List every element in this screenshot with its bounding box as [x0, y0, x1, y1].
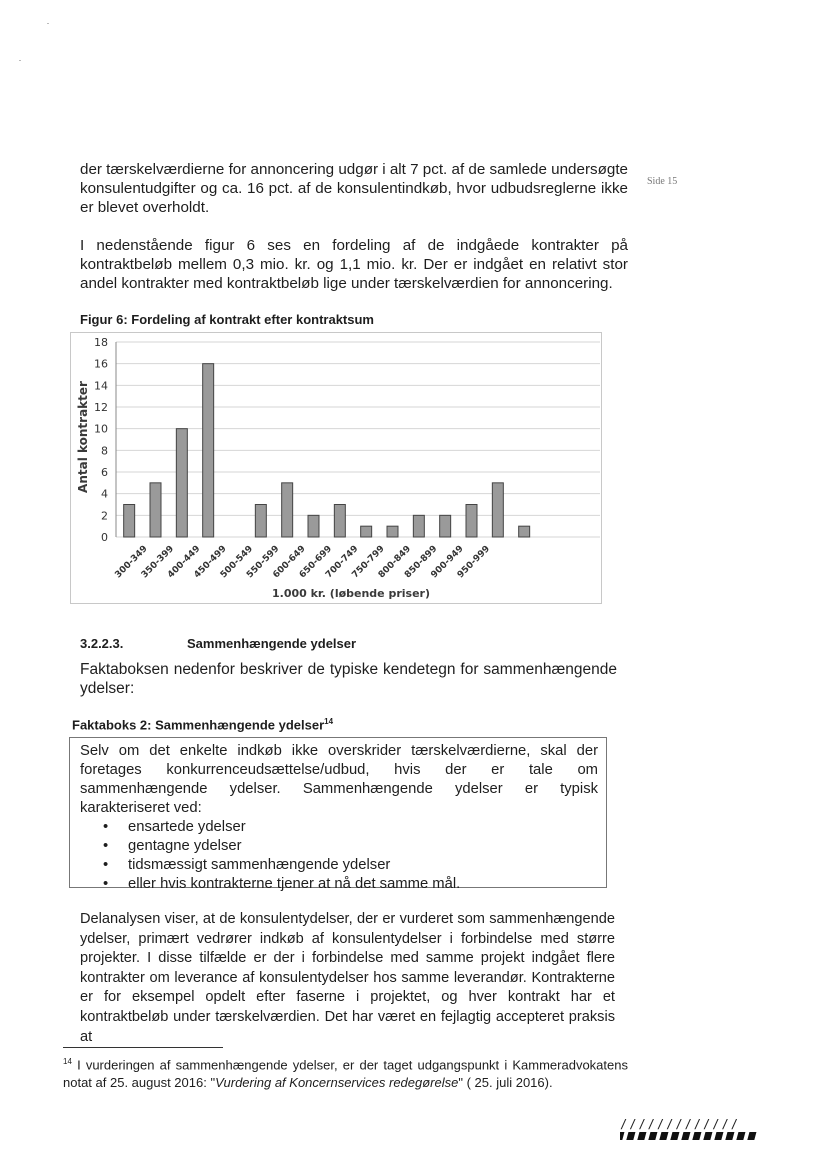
stamp-block [648, 1132, 657, 1140]
x-tick-label: 800-849 [376, 544, 414, 581]
contract-distribution-chart [70, 332, 602, 604]
y-tick-label: 2 [101, 509, 108, 523]
stamp-block [620, 1132, 624, 1140]
stamp-block [725, 1132, 734, 1140]
stamp-slashes: ///////////// [620, 1117, 740, 1131]
footnote-cited-title: Vurdering af Koncernservices redegørelse [215, 1074, 459, 1090]
list-item-text: tidsmæssigt sammenhængende ydelser [128, 857, 391, 873]
faktaboks-caption [72, 717, 333, 732]
stamp-block [637, 1132, 646, 1140]
footnote-number: 14 [63, 1057, 72, 1066]
footnote-text-after: " ( 25. juli 2016). [458, 1074, 553, 1090]
stamp-block [659, 1132, 668, 1140]
document-stamp-mark [620, 1115, 770, 1145]
y-tick-label: 10 [94, 422, 108, 436]
bar [361, 526, 372, 537]
scan-speck [19, 60, 21, 61]
bullet: • [103, 838, 109, 854]
x-tick-label: 550-599 [245, 544, 282, 581]
x-tick-label: 300-349 [113, 544, 150, 581]
bar [150, 483, 161, 537]
stamp-block [703, 1132, 712, 1140]
bar [387, 526, 398, 537]
y-axis-label: Antal kontrakter [76, 381, 90, 493]
stamp-block [626, 1132, 635, 1140]
list-item [80, 875, 598, 894]
bar [308, 515, 319, 537]
page-label: Side 15 [647, 176, 678, 187]
list-item [80, 837, 598, 856]
bar [255, 505, 266, 538]
footnote [63, 1053, 628, 1091]
bullet: • [103, 876, 109, 892]
y-tick-label: 14 [94, 379, 108, 393]
footnote-divider [63, 1047, 223, 1048]
list-item-text: ensartede ydelser [128, 819, 246, 835]
faktaboks-caption-text: Faktaboks 2: Sammenhængende ydelser [72, 717, 325, 733]
bullet: • [103, 819, 109, 835]
bar [519, 526, 530, 537]
bar [466, 505, 477, 538]
list-item-text: eller hvis kontrakterne tjener at nå det samme mål. [128, 876, 461, 892]
footnote-reference: 14 [324, 717, 334, 726]
bar [124, 505, 135, 538]
stamp-block [670, 1132, 679, 1140]
x-tick-label: 400-449 [166, 544, 203, 581]
x-tick-label: 650-699 [297, 544, 335, 581]
x-axis-label: 1.000 kr. (løbende priser) [271, 587, 431, 600]
stamp-block [736, 1132, 745, 1140]
footnote-text-before: I vurderingen af sammenhængende ydelser, er der taget udgangspunkt i Kammeradvokatens notat af 25. august 2016: " [63, 1057, 628, 1090]
section-number: 3.2.2.3. [80, 636, 124, 651]
x-tick-label: 900-949 [429, 544, 466, 581]
list-item [80, 856, 598, 875]
x-tick-label: 750-799 [350, 544, 387, 581]
x-tick-label: 500-549 [218, 544, 256, 581]
y-tick-label: 0 [101, 531, 108, 544]
bar [203, 364, 214, 537]
stamp-block [681, 1132, 690, 1140]
x-tick-label: 700-749 [324, 544, 361, 581]
x-tick-label: 450-499 [192, 544, 229, 581]
x-tick-label: 950-999 [455, 544, 493, 581]
x-tick-label: 850-899 [403, 544, 440, 581]
y-tick-label: 18 [94, 336, 108, 349]
bullet: • [103, 857, 109, 873]
faktaboks-list [80, 818, 598, 894]
x-tick-label: 600-649 [271, 544, 308, 581]
paragraph-analysis: Delanalysen viser, at de konsulentydelser, der er vurderet som sammenhængende ydelser, primært vedrører indkøb af konsulentydelser i forbindelse med større projekter. I disse tilfælde er der i forbindelse med samme projekt indgået flere kontrakter om leverance af konsulentydelser hos samme leverandør. Kontrakterne er for eksempel opdelt efter faserne i projektet, og hver kontrakt har et kontraktbeløb under tærskelværdien. Det har været en fejlagtig accepteret praksis at [80, 911, 615, 1045]
y-tick-label: 6 [101, 466, 108, 479]
y-tick-label: 4 [101, 487, 108, 501]
section-title: Sammenhængende ydelser [187, 636, 357, 651]
bar [492, 483, 503, 537]
paragraph-faktaboks-intro: Faktaboksen nedenfor beskriver de typiske kendetegn for sammenhængende ydelser: [80, 661, 617, 697]
faktaboks-intro: Selv om det enkelte indkøb ikke overskrider tærskelværdierne, skal der foretages konkurrenceudsættelse/udbud, hvis der er tale om sammenhængende ydelser. Sammenhængende ydelser er typisk karakteriseret ved: [80, 743, 598, 816]
y-tick-label: 16 [94, 357, 108, 371]
figure-caption: Figur 6: Fordeling af kontrakt efter kontraktsum [80, 312, 374, 327]
y-tick-label: 8 [101, 444, 108, 458]
faktaboks [69, 737, 607, 892]
x-tick-label: 350-399 [139, 544, 177, 581]
y-tick-label: 12 [94, 401, 108, 414]
bar [440, 515, 451, 537]
scan-speck [47, 23, 49, 24]
paragraph-figure-intro: I nedenstående figur 6 ses en fordeling af de indgåede kontrakter på kontraktbeløb mellem 0,3 mio. kr. og 1,1 mio. kr. Der er indgået en relativt stor andel kontrakter med kontraktbeløb lige under tærskelværdien for annoncering. [80, 237, 628, 292]
bar [413, 515, 424, 537]
stamp-block [747, 1132, 756, 1140]
list-item-text: gentagne ydelser [128, 838, 242, 854]
list-item [80, 818, 598, 837]
bar [176, 429, 187, 537]
bar [334, 505, 345, 538]
bar [282, 483, 293, 537]
stamp-block [714, 1132, 723, 1140]
paragraph-threshold-share: der tærskelværdierne for annoncering udgør i alt 7 pct. af de samlede undersøgte konsulentudgifter og ca. 16 pct. af de konsulentindkøb, hvor udbudsreglerne ikke er blevet overholdt. [80, 161, 628, 216]
stamp-block [692, 1132, 701, 1140]
